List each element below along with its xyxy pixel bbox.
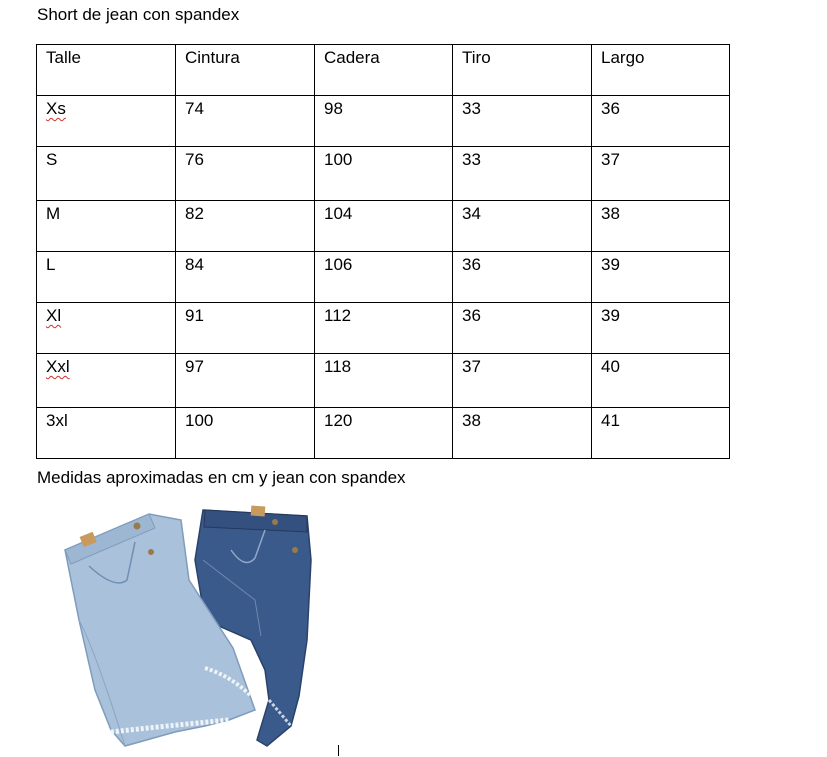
text-cursor — [338, 745, 339, 756]
size-cell: M — [37, 201, 176, 252]
size-cell: L — [37, 252, 176, 303]
header-cadera: Cadera — [315, 45, 453, 96]
size-label: Xs — [46, 99, 66, 118]
size-cell — [37, 354, 176, 408]
table-cell: 98 — [315, 96, 453, 147]
document-caption: Medidas aproximadas en cm y jean con spandex — [37, 468, 406, 487]
header-cintura: Cintura — [176, 45, 315, 96]
table-cell: 36 — [592, 96, 730, 147]
table-cell: 39 — [592, 252, 730, 303]
table-cell: 84 — [176, 252, 315, 303]
document-title: Short de jean con spandex — [37, 5, 240, 24]
table-row — [37, 408, 730, 459]
table-cell: 37 — [592, 147, 730, 201]
table-cell: 41 — [592, 408, 730, 459]
denim-shorts-photo[interactable] — [55, 500, 325, 752]
table-row — [37, 147, 730, 201]
table-cell: 36 — [453, 252, 592, 303]
table-cell: 112 — [315, 303, 453, 354]
size-cell: 3xl — [37, 408, 176, 459]
table-cell: 100 — [315, 147, 453, 201]
table-cell: 76 — [176, 147, 315, 201]
table-cell: 33 — [453, 96, 592, 147]
table-cell: 37 — [453, 354, 592, 408]
table-cell: 118 — [315, 354, 453, 408]
table-cell: 104 — [315, 201, 453, 252]
table-cell: 34 — [453, 201, 592, 252]
table-row — [37, 201, 730, 252]
table-cell: 82 — [176, 201, 315, 252]
table-cell: 91 — [176, 303, 315, 354]
size-label: Xl — [46, 306, 62, 325]
size-label: Xxl — [46, 357, 70, 376]
header-tiro: Tiro — [453, 45, 592, 96]
table-cell: 74 — [176, 96, 315, 147]
header-talle: Talle — [37, 45, 176, 96]
table-cell: 106 — [315, 252, 453, 303]
table-cell: 120 — [315, 408, 453, 459]
table-cell: 97 — [176, 354, 315, 408]
table-cell: 36 — [453, 303, 592, 354]
header-largo: Largo — [592, 45, 730, 96]
table-cell: 38 — [592, 201, 730, 252]
size-cell — [37, 96, 176, 147]
size-cell: S — [37, 147, 176, 201]
table-cell: 33 — [453, 147, 592, 201]
table-cell: 100 — [176, 408, 315, 459]
table-cell: 40 — [592, 354, 730, 408]
table-row — [37, 252, 730, 303]
table-cell: 39 — [592, 303, 730, 354]
table-row — [37, 354, 730, 408]
table-header-row — [37, 45, 730, 96]
table-cell: 38 — [453, 408, 592, 459]
size-cell — [37, 303, 176, 354]
table-row — [37, 303, 730, 354]
size-table — [36, 44, 730, 459]
table-row — [37, 96, 730, 147]
